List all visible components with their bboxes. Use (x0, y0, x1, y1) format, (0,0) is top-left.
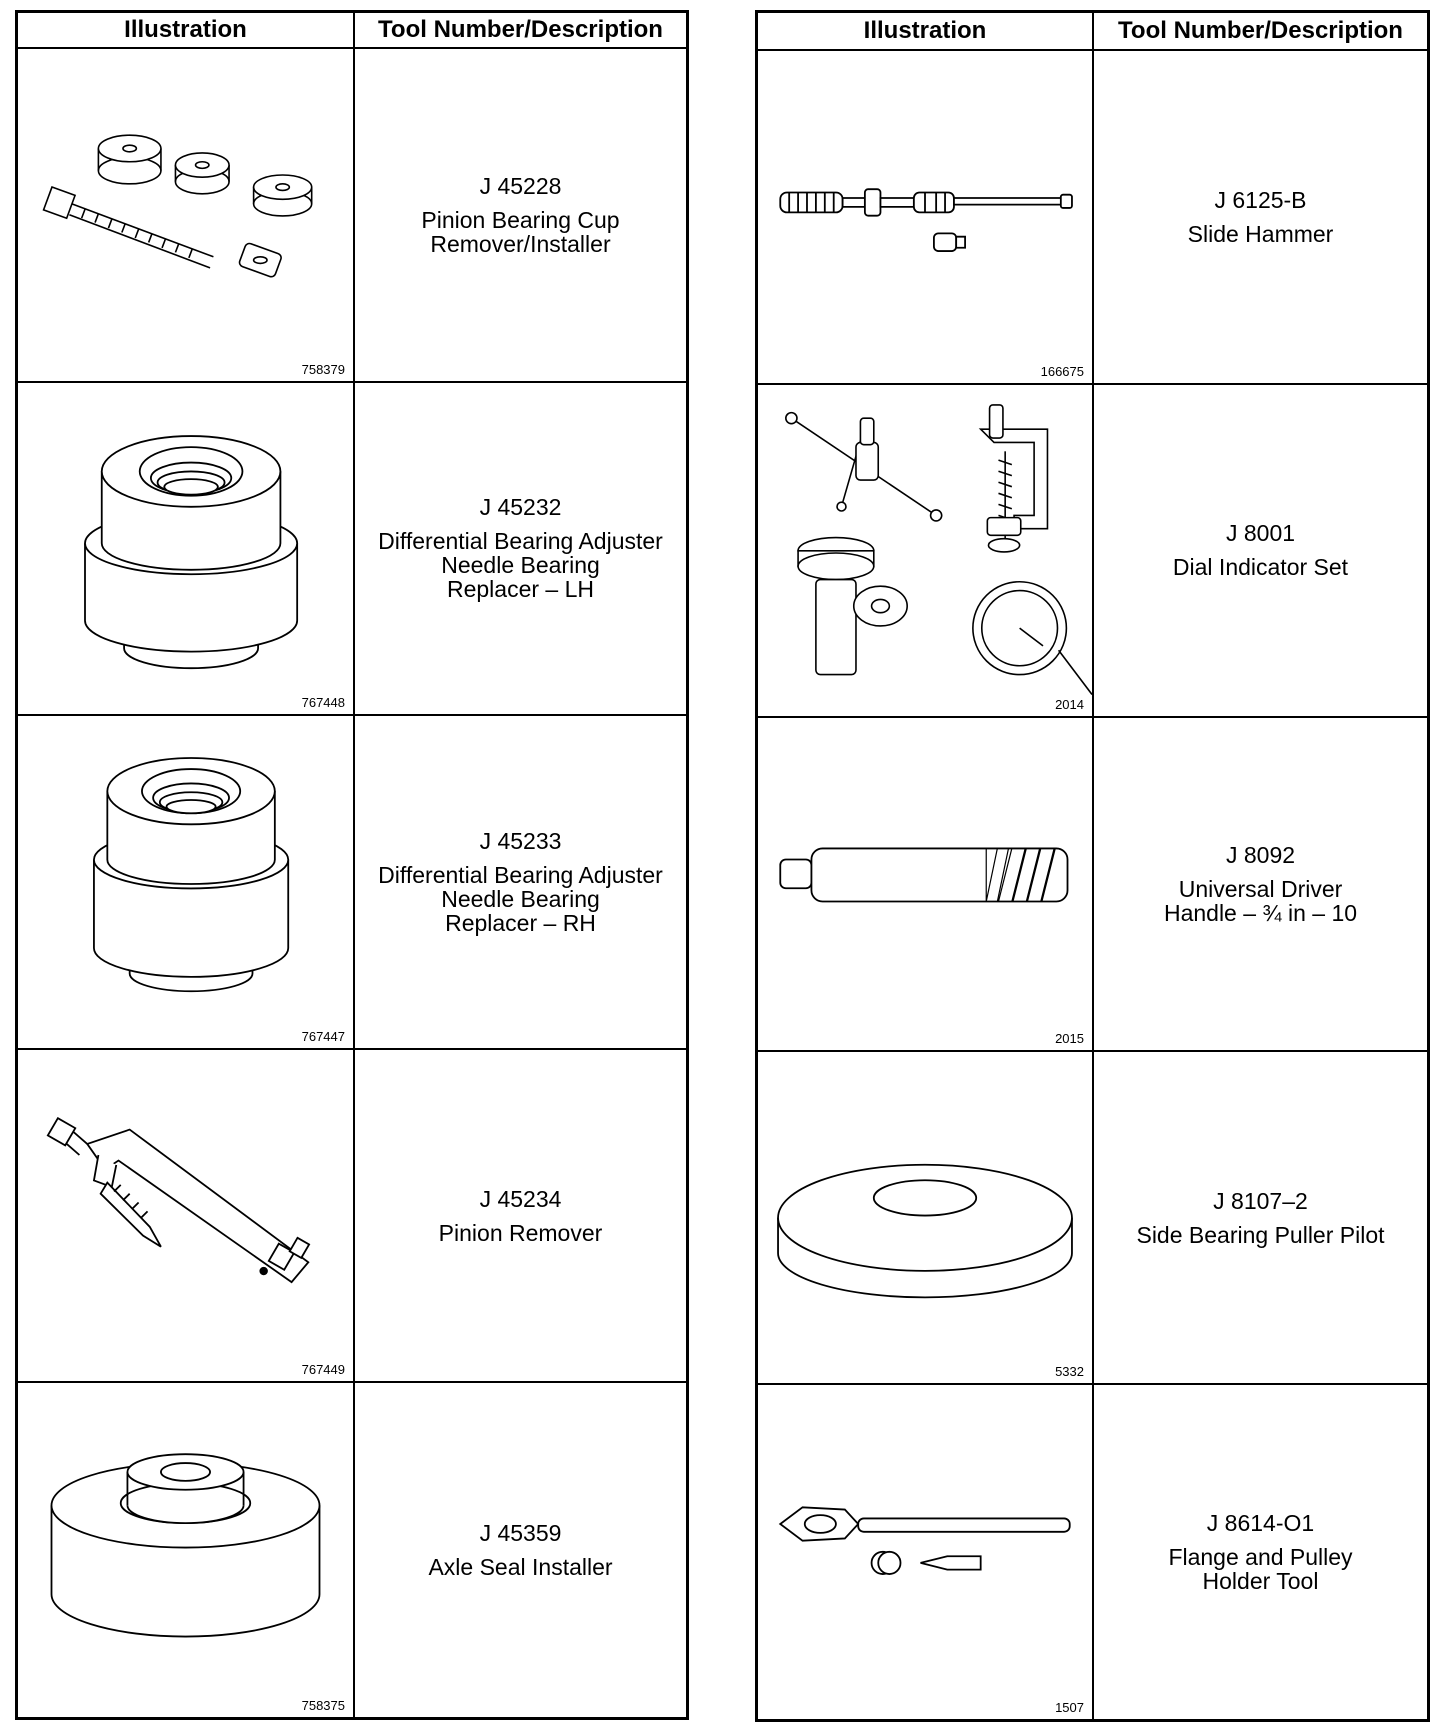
tool-description: Dial Indicator Set (1172, 554, 1349, 581)
tool-number-header: Tool Number/Description (1094, 13, 1427, 51)
illustration-cell (758, 718, 1094, 1052)
flange-holder-tool-icon (758, 1385, 1092, 1719)
tool-description: Side Bearing Puller Pilot (1136, 1221, 1385, 1248)
tool-description-cell (1094, 718, 1427, 1052)
puller-pilot-icon (758, 1052, 1092, 1384)
tool-description-cell (355, 383, 686, 717)
tool-description: Pinion Bearing Cup Remover/Installer (421, 206, 620, 257)
pinion-remover-icon (18, 1050, 353, 1382)
needle-bearing-replacer-icon (18, 716, 353, 1048)
tool-number: J 45359 (479, 1520, 562, 1547)
illustration-cell (18, 383, 355, 717)
illustration-cell (18, 1383, 355, 1717)
tool-number: J 8614-O1 (1206, 1510, 1315, 1537)
illustration-header: Illustration (758, 13, 1094, 51)
tool-description: Universal Driver Handle – ¾ in – 10 (1163, 875, 1358, 926)
tool-number: J 8001 (1225, 520, 1296, 547)
tool-description-cell (1094, 1052, 1427, 1386)
slide-hammer-icon (758, 51, 1092, 383)
figure-number: 767449 (301, 1362, 345, 1378)
illustration-cell (18, 49, 355, 383)
tool-number-header: Tool Number/Description (355, 13, 686, 49)
tool-description-cell (1094, 385, 1427, 719)
figure-number: 5332 (1055, 1364, 1084, 1380)
figure-number: 2015 (1055, 1030, 1084, 1046)
figure-number: 758375 (301, 1698, 345, 1713)
tool-number: J 45228 (479, 172, 562, 199)
axle-seal-installer-icon (18, 1383, 353, 1717)
tool-number: J 45232 (479, 494, 562, 521)
figure-number: 2014 (1055, 697, 1084, 713)
tool-description: Pinion Remover (438, 1219, 603, 1246)
bearing-cup-tool-set-icon (18, 49, 353, 381)
tool-number: J 6125-B (1214, 186, 1307, 213)
tool-description: Differential Bearing Adjuster Needle Bearing Replacer – RH (378, 861, 663, 936)
tool-description-cell (1094, 51, 1427, 385)
illustration-cell (18, 716, 355, 1050)
illustration-header: Illustration (18, 13, 355, 49)
illustration-cell (758, 1052, 1094, 1386)
tool-description-cell (1094, 1385, 1427, 1719)
tool-description-cell (355, 716, 686, 1050)
needle-bearing-replacer-icon (18, 383, 353, 715)
illustration-cell (18, 1050, 355, 1384)
figure-number: 758379 (301, 361, 345, 377)
right-tool-table (755, 10, 1430, 1722)
tool-number: J 8107–2 (1213, 1187, 1308, 1214)
illustration-cell (758, 1385, 1094, 1719)
tool-description-cell (355, 49, 686, 383)
tool-description-cell (355, 1383, 686, 1717)
tool-description: Differential Bearing Adjuster Needle Bearing Replacer – LH (378, 528, 663, 603)
tool-description: Flange and Pulley Holder Tool (1168, 1544, 1353, 1595)
tool-number: J 45234 (479, 1185, 562, 1212)
figure-number: 166675 (1040, 363, 1084, 379)
dial-indicator-set-icon (758, 385, 1092, 717)
tool-number: J 45233 (479, 827, 562, 854)
left-tool-table (15, 10, 689, 1720)
tool-description-cell (355, 1050, 686, 1384)
figure-number: 767447 (301, 1028, 345, 1044)
illustration-cell (758, 385, 1094, 719)
driver-handle-icon (758, 718, 1092, 1050)
tool-description: Axle Seal Installer (428, 1554, 613, 1581)
figure-number: 1507 (1055, 1700, 1084, 1715)
tool-number: J 8092 (1225, 841, 1296, 868)
figure-number: 767448 (301, 695, 345, 711)
tool-description: Slide Hammer (1187, 220, 1334, 247)
illustration-cell (758, 51, 1094, 385)
